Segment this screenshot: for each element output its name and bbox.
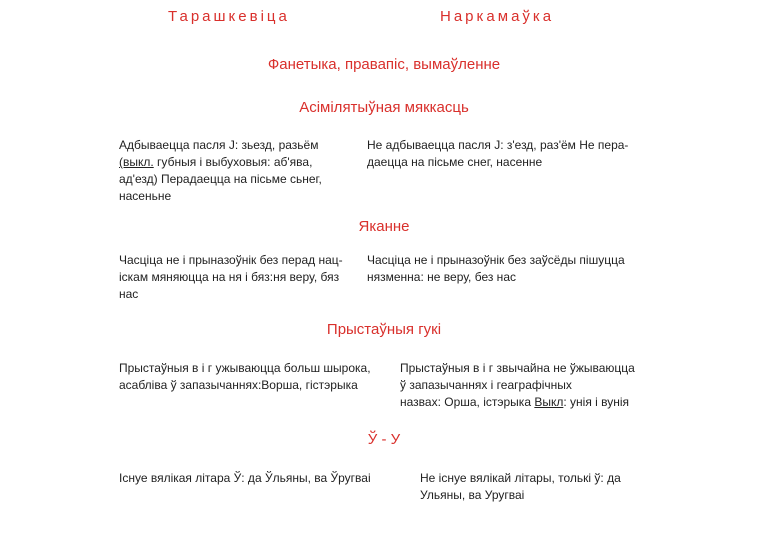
text-line [400, 394, 670, 411]
text-line: нас [119, 287, 139, 301]
text-line [119, 154, 359, 171]
text-line: Не існуе вялікай літары, толькі ў: да [420, 471, 621, 485]
text-line: Ульяны, ва Уругваі [420, 488, 525, 502]
assimilation-taraskievica-text [119, 137, 359, 205]
text-fragment: : унія і вунія [563, 395, 630, 409]
yakanne-taraskievica-text [119, 252, 364, 303]
text-line: ад'езд) Перадаецца на пісьме сьнег, [119, 172, 322, 186]
heading-assimilative-softness: Асімілятыўная мяккасць [299, 99, 469, 116]
text-line: даецца на пісьме снег, насенне [367, 155, 543, 169]
column-title-narkamauka: Наркамаўка [440, 8, 555, 25]
heading-u-short-u: Ў - У [367, 431, 401, 448]
text-line: Прыстаўныя в і г ужываюцца больш шырока, [119, 361, 371, 375]
prosthetic-taraskievica-text [119, 360, 394, 394]
exception-link[interactable]: Выкл [534, 395, 564, 409]
heading-prosthetic-sounds: Прыстаўныя гукі [326, 321, 442, 338]
text-fragment: назвах: Орша, істэрыка [400, 395, 535, 409]
text-line: Прыстаўныя в і г звычайна не ўжываюцца [400, 361, 635, 375]
text-line: Існуе вялікая літара Ў: да Ўльяны, ва Ўругваі [119, 471, 371, 485]
text-fragment: губныя і выбуховыя: аб'ява, [153, 155, 313, 169]
prosthetic-narkamauka-text [400, 360, 670, 411]
text-line: Не адбываецца пасля J: з'езд, раз'ём Не пера- [367, 138, 629, 152]
u-short-taraskievica-text [119, 470, 409, 487]
text-line: Адбываецца пасля J: зьезд, разьём [119, 138, 319, 152]
column-title-taraskievica: Тарашкевіца [168, 8, 290, 25]
text-line: асабліва ў запазычаннях:Ворша, гістэрыка [119, 378, 358, 392]
text-line: Часціца не і прыназоўнік без перад нац- [119, 253, 343, 267]
assimilation-narkamauka-text [367, 137, 652, 171]
u-short-narkamauka-text [420, 470, 670, 504]
section-title: Фанетыка, правапіс, вымаўленне [267, 56, 501, 73]
heading-yakanne: Яканне [358, 218, 410, 235]
text-line: насеньне [119, 189, 172, 203]
text-line: нязменна: не веру, без нас [367, 270, 516, 284]
text-line: іскам мяняюцца на ня і бяз:ня веру, бяз [119, 270, 340, 284]
text-line: Часціца не і прыназоўнік без заўсёды пішуцца [367, 253, 625, 267]
text-line: ў запазычаннях і геаграфічных [400, 378, 572, 392]
yakanne-narkamauka-text [367, 252, 657, 286]
exception-link[interactable]: (выкл. [119, 155, 154, 169]
